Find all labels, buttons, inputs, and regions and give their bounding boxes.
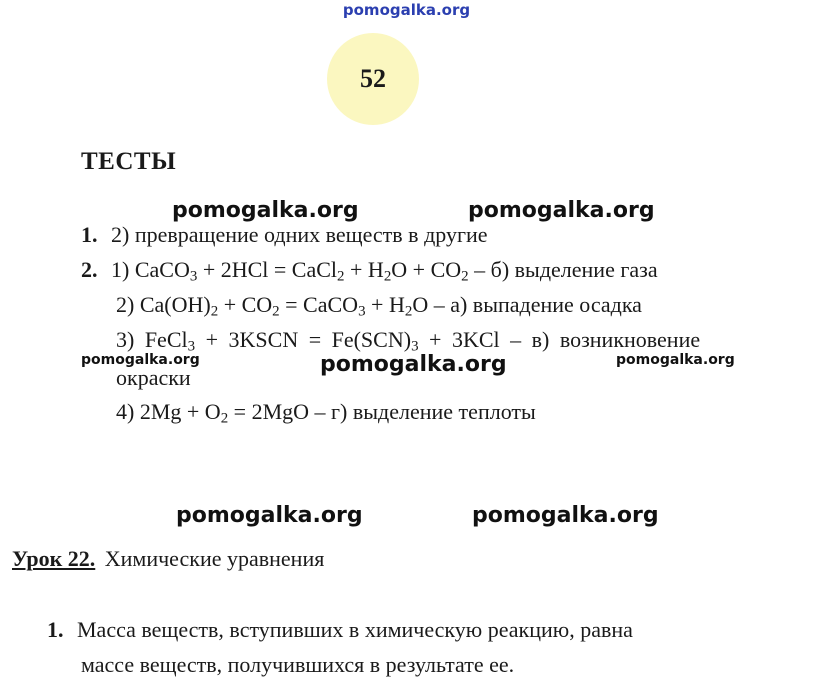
test-item-1 <box>81 222 488 248</box>
item-number: 1. <box>47 617 64 642</box>
watermark-lower-right: pomogalka.org <box>472 503 659 528</box>
watermark-left: pomogalka.org <box>172 198 359 223</box>
watermark-top: pomogalka.org <box>342 1 471 19</box>
lesson-item-line-2: массе веществ, получившихся в результате ее. <box>81 652 515 677</box>
watermark-lower-left: pomogalka.org <box>176 503 363 528</box>
page-number-badge: 52 <box>327 33 419 125</box>
lesson-title: Химические уравнения <box>104 546 325 571</box>
lesson-label: Урок 22. <box>12 546 96 571</box>
lesson-item-line-1: Масса веществ, вступивших в химическую реакцию, равна <box>77 617 633 642</box>
equation-line-4: 4) $2Mg + O_2 = 2MgO - г$) выделение теплоты <box>116 399 536 427</box>
watermark-center: pomogalka.org <box>320 352 507 377</box>
test-item-2-line-1 <box>81 257 658 283</box>
item-text: 2) превращение одних веществ в другие <box>111 222 488 247</box>
equation-line-3: 3) FeCl$_3$ + 3KSCN = $Fe(SCN)_3 + 3KCl - в$) возникновение <box>116 327 701 355</box>
equation-line-3-continued: окраски <box>116 365 191 390</box>
watermark-small-left: pomogalka.org <box>81 352 200 368</box>
equation-line-2: 2) $Ca(OH)_2 + CO_2$ = CaCO$_3$ + $H_2O - а$) выпадение осадка <box>116 292 642 320</box>
watermark-small-right: pomogalka.org <box>616 352 735 368</box>
section-title: ТЕСТЫ <box>81 148 177 175</box>
item-number: 2. <box>81 257 98 282</box>
lesson-item-1 <box>47 617 633 643</box>
equation-line-1: 1) CaCO$_3$ + 2HCl = CaCl$_2$ + $H_2O + CO_2 - б$) выделение газа <box>111 257 658 285</box>
item-number: 1. <box>81 222 98 247</box>
lesson-heading <box>12 546 324 572</box>
watermark-right: pomogalka.org <box>468 198 655 223</box>
